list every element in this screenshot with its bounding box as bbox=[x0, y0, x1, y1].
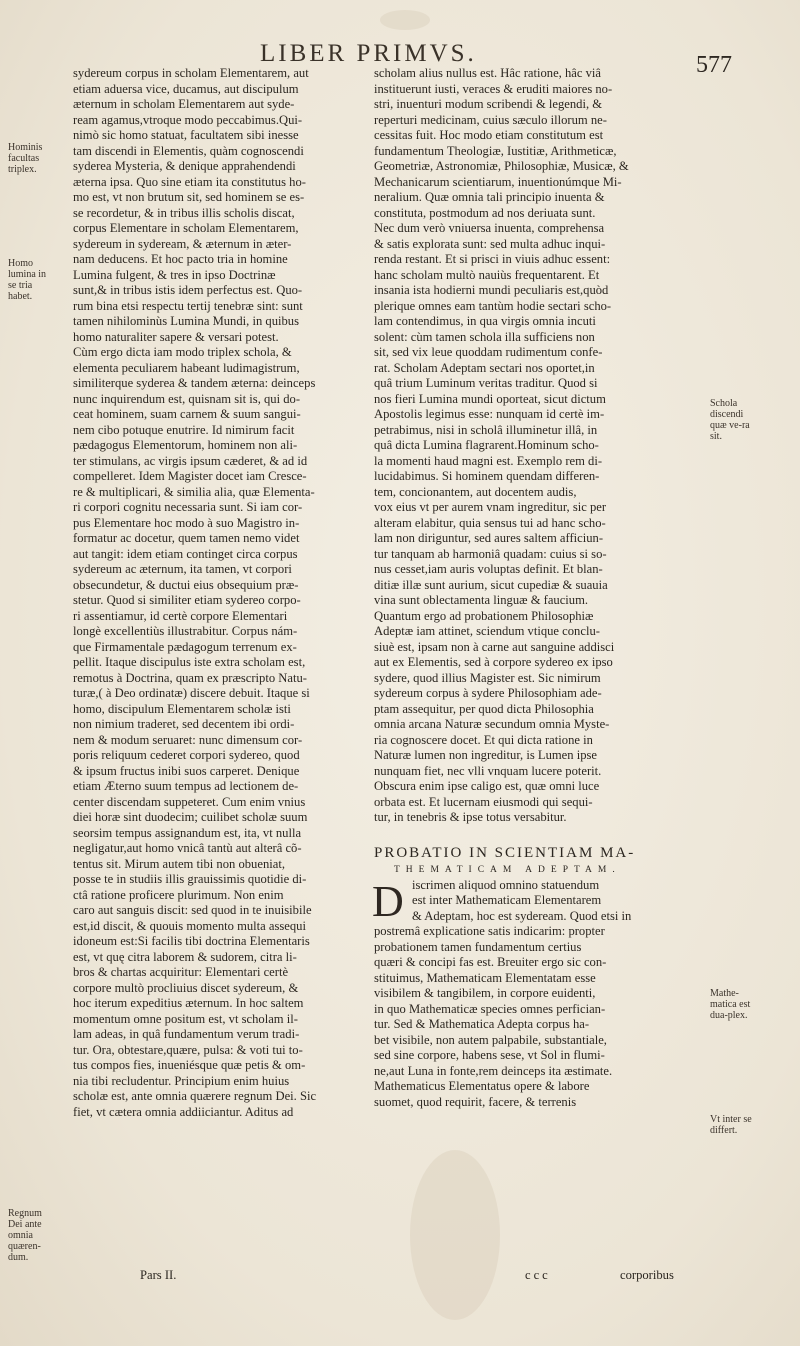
text-line: tamen nihilominùs Lumina Mundi, in quibus bbox=[73, 314, 299, 328]
text-line: pus Elementare hoc modo à suo Magistro in- bbox=[73, 515, 300, 530]
text-line: lam non diriguntur, sed aures saltem afficiun- bbox=[374, 531, 604, 545]
left-text-column bbox=[73, 66, 331, 1120]
text-line: ne,aut Luna in fonte,rem deinceps ita æstimate. bbox=[374, 1063, 613, 1078]
text-line: vina sunt oblectamenta linguæ & faucium. bbox=[374, 593, 589, 607]
text-line: & Adeptam, hoc est sydeream. Quod etsi in bbox=[412, 908, 632, 923]
text-line: omnia arcana Naturæ secundum omnia Myste- bbox=[374, 717, 610, 731]
text-line: sed sine corpore, habens sese, vt Sol in flumi- bbox=[374, 1048, 605, 1062]
text-line: stri, inuenturi modum scribendi & legendi, & bbox=[374, 97, 603, 111]
text-line: mo est, vt non brutum sit, sed hominem se es- bbox=[73, 190, 305, 204]
text-line: nunc inquirendum est, quisnam sit is, qui do- bbox=[73, 391, 301, 406]
text-line: momentum omne positum est, vt scholam il- bbox=[73, 1011, 298, 1026]
text-line: plerique omnes eam tantùm hodie sectari scho- bbox=[374, 298, 612, 313]
text-line: etiam Æterno suum tempus ad lectionem de- bbox=[73, 779, 299, 793]
text-line: reperturi medicinam, cuius sæculo illorum ne- bbox=[374, 112, 607, 127]
text-line: turæ,( à Deo ordinatæ) discere debuit. Itaque si bbox=[73, 686, 310, 700]
paper-stain bbox=[380, 10, 430, 30]
text-line: neralium. Quæ omnia tali principio inuenta & bbox=[374, 190, 605, 204]
text-line: tentus sit. Mirum autem tibi non obueniat, bbox=[73, 856, 285, 871]
text-line: siuè est, ipsam non à carne aut sanguine addisci bbox=[374, 639, 615, 654]
text-line: ream agamus,vtroque modo peccabimus.Qui- bbox=[73, 112, 303, 127]
text-line: ctâ ratione proficere plurimum. Non enim bbox=[73, 887, 284, 902]
text-line: nam deducens. Et hoc pacto tria in homine bbox=[73, 252, 288, 266]
section-subheading: THEMATICAM ADEPTAM. bbox=[394, 864, 621, 875]
text-line: Cùm ergo dicta iam modo triplex schola, & bbox=[73, 345, 292, 359]
text-line: vox eius vt per aurem vnam ingreditur, sic per bbox=[374, 500, 607, 514]
text-line: aut tangit: idem etiam continget circa corpus bbox=[73, 546, 298, 561]
text-line: nem cibo potuque enutrire. Id nimirum facit bbox=[73, 422, 295, 437]
text-line: la momenti haud magni est. Exemplo rem di- bbox=[374, 453, 603, 468]
text-line: tur. Sed & Mathematica Adepta corpus ha- bbox=[374, 1017, 590, 1031]
text-line: est, vt quę citra laborem & sudorem, citra li- bbox=[73, 949, 297, 964]
part-indicator: Pars II. bbox=[140, 1268, 177, 1282]
text-line: ri assentiamur, id certè corpore Elementari bbox=[73, 608, 288, 623]
drop-cap: D bbox=[372, 876, 404, 926]
marginal-note: Regnum Dei ante omnia quæren-dum. bbox=[8, 1208, 42, 1263]
section-heading: PROBATIO IN SCIENTIAM MA- bbox=[374, 844, 636, 861]
text-line: caro aut sanguis discit: sed quod in te inuisibile bbox=[73, 903, 312, 917]
text-line: quæri & concipi fas est. Breuiter ergo sic con- bbox=[374, 955, 607, 969]
text-line: scholæ est, ante omnia quærere regnum Dei. Sic bbox=[73, 1089, 317, 1103]
text-line: corpus Elementare in scholam Elementarem, bbox=[73, 221, 299, 235]
text-line: homo, discipulum Elementarem scholæ isti bbox=[73, 701, 291, 716]
text-line: hoc iterum expeditius æternum. In hoc saltem bbox=[73, 996, 304, 1010]
section-body bbox=[374, 878, 666, 1111]
text-line: sydereum ac æternum, ita tamen, vt corpori bbox=[73, 562, 292, 576]
text-line: tam discendi in Elementis, quàm cognoscendi bbox=[73, 143, 304, 158]
text-line: insania ista hodierni mundi peculiaris est,quòd bbox=[374, 283, 609, 297]
text-line: solent: cùm tamen schola illa sufficiens non bbox=[374, 329, 595, 344]
text-line: sydere, quod illius Magister est. Sic nimirum bbox=[374, 670, 601, 685]
text-line: nem & modum seruaret: nunc dimensum cor- bbox=[73, 732, 303, 747]
text-line: sydereum corpus in scholam Elementarem, aut bbox=[73, 66, 309, 80]
catchword: corporibus bbox=[620, 1268, 674, 1282]
text-line: que Firmamentale pædagogum terrenum ex- bbox=[73, 639, 297, 654]
text-line: sunt,& in tribus istis idem perfectus est. Quo- bbox=[73, 283, 303, 297]
marginal-note: Schola discendi quæ ve-ra sit. bbox=[710, 398, 750, 442]
text-line: lucidabimus. Si hominem quendam differen- bbox=[374, 469, 600, 483]
text-line: elementa peculiarem habeant ludimagistrum, bbox=[73, 360, 300, 375]
text-line: corpore multò procliuius discet sydereum, & bbox=[73, 980, 299, 995]
text-line: pædagogus Elementorum, hominem non ali- bbox=[73, 438, 298, 452]
text-line: Quantum ergo ad probationem Philosophiæ bbox=[374, 608, 594, 623]
text-line: aut ex Elementis, sed à corpore sydereo ex ipso bbox=[374, 655, 613, 669]
text-line: tur, in tenebris & ipse totus versabitur. bbox=[374, 810, 567, 824]
text-line: se recordetur, & in tribus illis scholis discat, bbox=[73, 205, 295, 220]
text-line: ptam assequitur, per quod dicta Philosophia bbox=[374, 701, 594, 716]
text-line: fiet, vt cætera omnia addiiciantur. Aditus ad bbox=[73, 1104, 294, 1119]
text-line: tem, concionantem, aut docentem audis, bbox=[374, 484, 577, 499]
marginal-note: Vt inter se differt. bbox=[710, 1114, 752, 1136]
text-line: nus cesset,iam auris voluptas definit. Et blan- bbox=[374, 562, 603, 576]
text-line: pellit. Itaque discipulus iste extra scholam est, bbox=[73, 655, 306, 669]
text-line: nimò sic homo statuat, facultatem sibi inesse bbox=[73, 128, 299, 142]
page-number: 577 bbox=[696, 52, 732, 78]
text-line: non nimium traderet, sed decentem ibi ordi- bbox=[73, 717, 295, 731]
text-line: diei horæ sint duodecim; cuilibet scholæ suum bbox=[73, 810, 308, 824]
text-line: probationem tamen fundamentum certius bbox=[374, 939, 582, 954]
text-line: ri corpori cognitu necessaria sunt. Si iam cor- bbox=[73, 500, 303, 514]
text-line: rum bina etsi respectu tertij tenebræ sint: sunt bbox=[73, 298, 303, 313]
text-line: seorsim tempus assignandum est, ita, vt nulla bbox=[73, 825, 302, 840]
text-line: obsecundetur, & ductui eius obsequium præ- bbox=[73, 577, 299, 592]
text-line: quâ trium Luminum veritas traditur. Quod si bbox=[374, 376, 598, 390]
text-line: iscrimen aliquod omnino statuendum bbox=[412, 877, 600, 892]
text-line: nia tibi recludentur. Principium enim huius bbox=[73, 1073, 290, 1088]
text-line: est inter Mathematicam Elementarem bbox=[412, 893, 602, 907]
text-line: etiam aduersa vice, ducamus, aut discipulum bbox=[73, 81, 299, 96]
text-line: ter stimulans, ac virgis ipsum cæderet, & ad id bbox=[73, 453, 308, 468]
text-line: stituimus, Mathematicam Elementatam esse bbox=[374, 970, 596, 985]
text-line: visibilem & tangibilem, in corpore euidenti, bbox=[374, 986, 596, 1000]
text-line: rat. Scholam Adeptam sectari nos oportet,in bbox=[374, 360, 595, 375]
marginal-note: Homo lumina in se tria habet. bbox=[8, 258, 47, 302]
text-line: scholam alius nullus est. Hâc ratione, hâc viâ bbox=[374, 66, 601, 80]
text-line: posse te in studiis illis grauissimis quotidie di- bbox=[73, 872, 307, 886]
text-line: renda restant. Et si prisci in viuis adhuc essent: bbox=[374, 252, 611, 266]
text-line: stetur. Quod si similiter etiam sydereo corpo- bbox=[73, 593, 301, 607]
text-line: Mathematicus Elementatus opere & labore bbox=[374, 1079, 590, 1093]
text-line: & ipsum fructus inibi suos carperet. Denique bbox=[73, 763, 300, 778]
text-line: in quo Mathematicæ species omnes perfician- bbox=[374, 1001, 606, 1016]
paper-stain bbox=[410, 1150, 500, 1320]
text-line: Nec dum verò vniuersa inuenta, comprehensa bbox=[374, 221, 605, 235]
text-line: ceat hominem, suam carnem & suum sangui- bbox=[73, 407, 301, 421]
text-line: Obscura enim ipse caligo est, quæ omni luce bbox=[374, 779, 600, 793]
right-column-body bbox=[374, 66, 666, 826]
text-line: petrabimus, nisi in scholâ illuminetur illâ, in bbox=[374, 422, 598, 437]
text-line: cessitas fuit. Hoc modo etiam constitutum est bbox=[374, 128, 604, 142]
text-line: æterna ipsa. Quo sine etiam ita constitutus ho- bbox=[73, 174, 306, 189]
text-line: sydereum in sydeream, & æternum in æter- bbox=[73, 236, 292, 251]
text-line: compelleret. Idem Magister docet iam Cresce- bbox=[73, 469, 307, 483]
text-line: nos fieri Lumina mundi oporteat, sicut dictum bbox=[374, 391, 606, 406]
text-line: orbata est. Et lucernam eiusmodi qui sequi- bbox=[374, 794, 593, 809]
text-line: center discendam suppeteret. Cum enim vnius bbox=[73, 794, 306, 809]
text-line: Mechanicarum scientiarum, inuentionúmque Mi- bbox=[374, 174, 622, 189]
signature-mark: ccc bbox=[525, 1268, 551, 1282]
text-line: constituta, postmodum ad nos deriuata sunt. bbox=[374, 205, 596, 220]
text-line: bros & chartas acquiritur: Elementari certè bbox=[73, 965, 289, 979]
text-line: sydereum corpus à sydere Philosophiam ade- bbox=[374, 686, 602, 700]
text-line: instituerunt iusti, veraces & eruditi maiores no- bbox=[374, 81, 613, 96]
text-line: nunquam fiet, nec vlli vnquam lucere poterit. bbox=[374, 763, 602, 778]
running-head: LIBER PRIMVS. bbox=[260, 40, 477, 67]
text-line: tus compos fies, inueniésque quæ petis & om- bbox=[73, 1058, 306, 1072]
text-line: Lumina fulgent, & tres in ipso Doctrinæ bbox=[73, 267, 276, 282]
text-line: similiterque syderea & tandem æterna: deinceps bbox=[73, 376, 316, 390]
text-line: quâ dicta Lumina flagrarent.Hominum scho- bbox=[374, 438, 599, 452]
text-line: hanc scholam multò nauiùs frequentarent. Et bbox=[374, 267, 600, 282]
text-line: Naturæ lumen non ingreditur, is Lumen ipse bbox=[374, 748, 597, 762]
text-line: est,id discit, & quouis momento multa assequi bbox=[73, 918, 306, 933]
text-line: lam adeas, in quâ fundamentum verum tradi- bbox=[73, 1027, 300, 1041]
text-line: Apostolis legimus esse: nunquam id certè im- bbox=[374, 407, 605, 421]
text-line: suomet, quod requirit, facere, & terrenis bbox=[374, 1094, 577, 1109]
marginal-note: Hominis facultas triplex. bbox=[8, 142, 43, 175]
text-line: tur tanquam ab harmoniâ quadam: cuius si so- bbox=[374, 546, 607, 561]
text-line: & satis explorata sunt: sed multa adhuc inqui- bbox=[374, 236, 606, 251]
text-line: tur. Ora, obtestare,quære, pulsa: & voti tui to- bbox=[73, 1042, 303, 1057]
text-line: ria cognoscere docet. Et qui dicta ratione in bbox=[374, 732, 593, 747]
text-line: re & multiplicari, & similia alia, quæ Elementa- bbox=[73, 484, 315, 499]
text-line: ditiæ illæ sunt aurium, sicut cupediæ & suauia bbox=[374, 577, 608, 592]
text-line: homo naturaliter sapere & versari potest. bbox=[73, 329, 279, 344]
text-line: sit, sed vix leue quoddam rudimentum confe- bbox=[374, 345, 603, 359]
text-line: fundamentum Theologiæ, Iustitiæ, Arithmeticæ, bbox=[374, 143, 617, 158]
text-line: syderea Mysteria, & denique apprahendendi bbox=[73, 159, 296, 173]
text-line: Adeptæ iam attinet, sciendum vtique conclu- bbox=[374, 624, 600, 638]
text-line: remotus à Doctrina, quam ex præscripto Natu- bbox=[73, 670, 307, 685]
section-lines bbox=[374, 878, 666, 1111]
text-line: poris reliquum cederet corpori sydereo, quod bbox=[73, 748, 300, 762]
text-line: bet visibile, non autem palpabile, substantiale, bbox=[374, 1032, 607, 1047]
text-line: Geometriæ, Astronomiæ, Philosophiæ, Musicæ, & bbox=[374, 159, 629, 173]
text-line: formatur ac docetur, quem tamen nemo videt bbox=[73, 531, 300, 545]
text-line: alteram elabitur, quia sensus tui ad hanc scho- bbox=[374, 515, 606, 530]
text-line: idoneum est:Si facilis tibi doctrina Elementaris bbox=[73, 934, 310, 948]
text-line: longè excellentiùs illustrabitur. Corpus nám- bbox=[73, 624, 298, 638]
text-line: negligatur,aut homo vnicâ tantù aut alterâ cõ- bbox=[73, 841, 302, 855]
text-line: lam contendimus, in qua virgis omnia incuti bbox=[374, 314, 596, 328]
text-line: æternum in scholam Elementarem aut syde- bbox=[73, 97, 295, 111]
marginal-note: Mathe-matica est dua-plex. bbox=[710, 988, 751, 1021]
right-text-column bbox=[374, 66, 666, 1110]
text-line: postremâ explicatione satis indicarim: propter bbox=[374, 924, 605, 938]
